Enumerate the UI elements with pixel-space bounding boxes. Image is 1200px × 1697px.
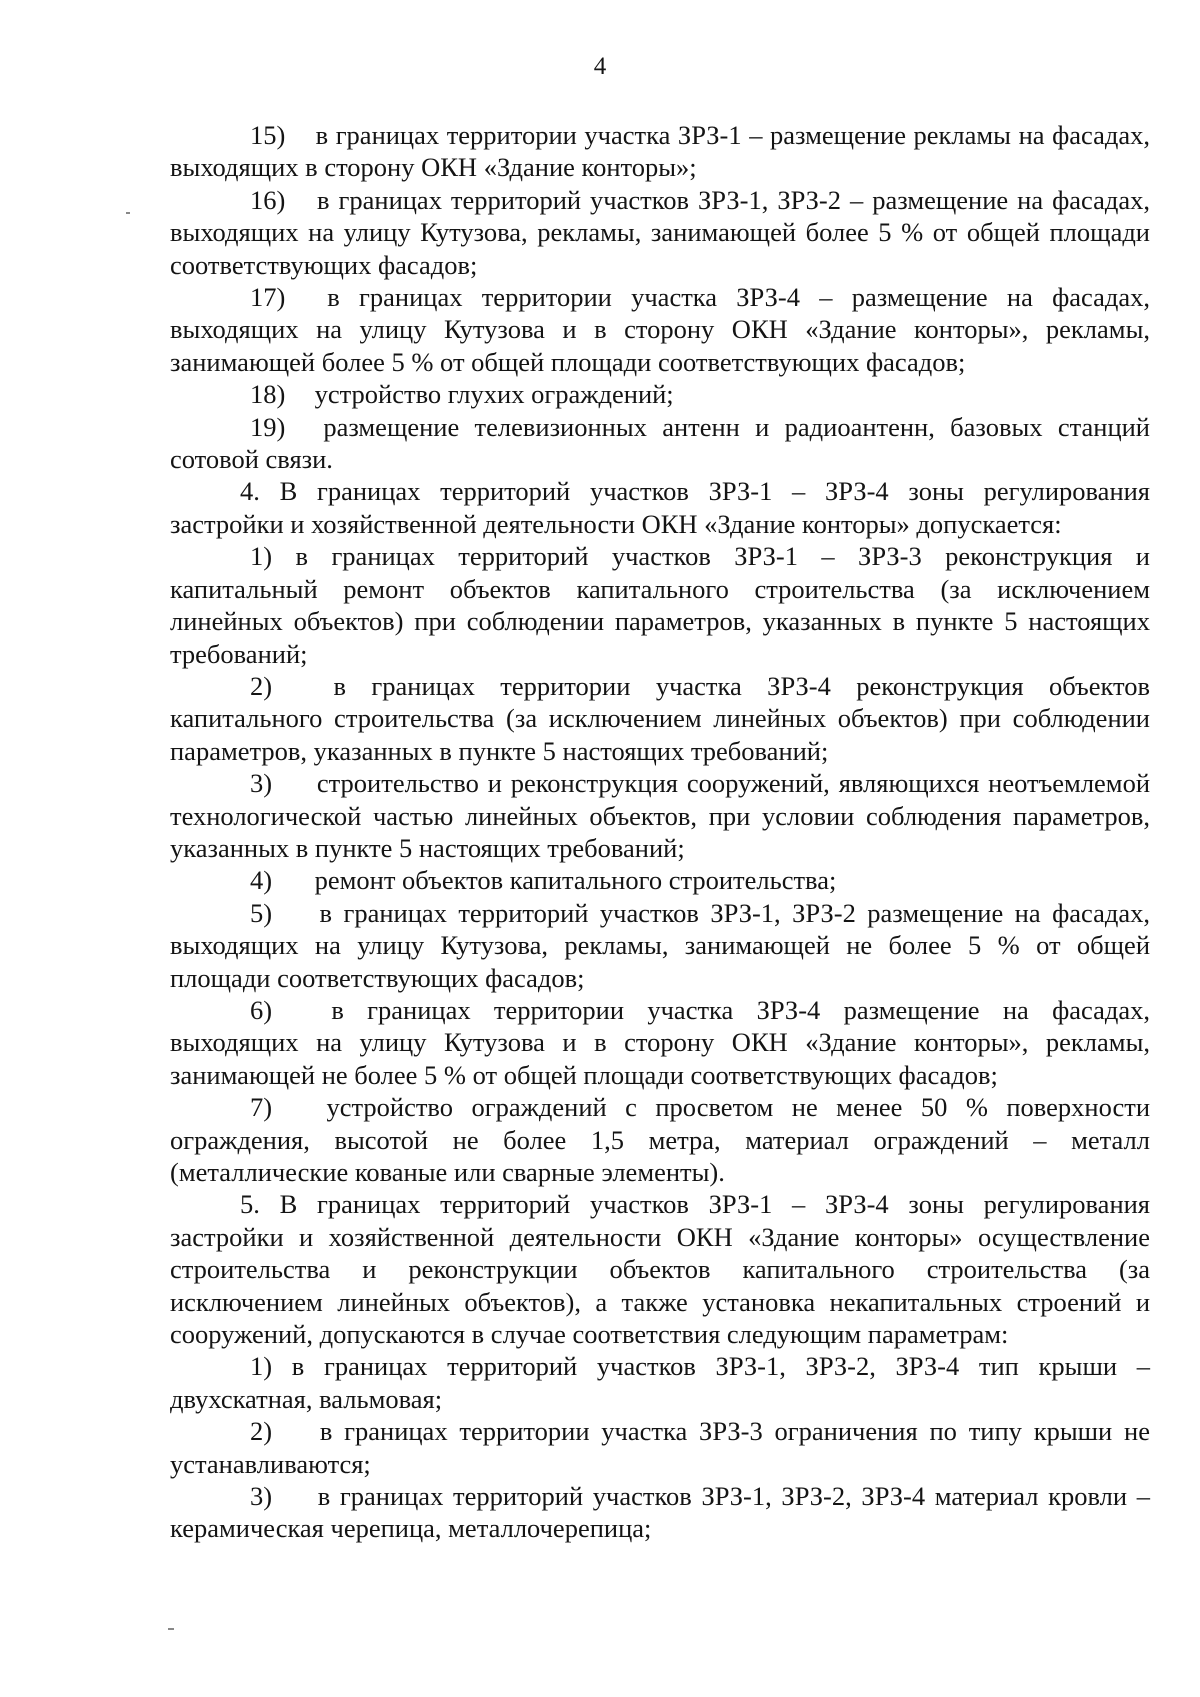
- item-number: 17): [250, 282, 286, 313]
- item-number: 7): [250, 1092, 273, 1123]
- list-item: [170, 119, 1150, 184]
- item-text: строительство и реконструкция сооружений, являющихся неотъемлемой технологической частью линейных объектов, при условии соблюдения параметров, указанных в пункте 5 настоящих требований;: [170, 768, 1151, 863]
- item-number: 18): [250, 379, 286, 410]
- item-number: 6): [250, 994, 273, 1025]
- list-item: [170, 411, 1150, 476]
- item-text: в границах территории участка ЗРЗ-4 размещение на фасадах, выходящих на улицу Кутузова и в сторону ОКН «Здание конторы», рекламы, занимающей не более 5 % от общей площади соответствующих фасадов;: [170, 994, 1151, 1090]
- item-text: в границах территорий участков ЗРЗ-1, ЗРЗ-2, ЗРЗ-4 материал кровли – керамическая черепица, металлочерепица;: [170, 1481, 1150, 1544]
- scan-speck: [126, 212, 130, 214]
- item-number: 16): [250, 184, 286, 215]
- item-text: 1) в границах территорий участков ЗРЗ-1 – ЗРЗ-3 реконструкция и капитальный ремонт объектов капитального строительства (за исключением линейных объектов) при соблюдении параметров, указанных в пункте 5 настоящих требований;: [170, 541, 1150, 669]
- item-number: 15): [250, 120, 286, 150]
- list-item: [170, 378, 1150, 410]
- list-item: [170, 540, 1150, 670]
- scan-speck: [168, 1628, 174, 1630]
- item-number: 3): [250, 768, 273, 799]
- paragraph-text: 5. В границах территорий участков ЗРЗ-1 – ЗРЗ-4 зоны регулирования застройки и хозяйственной деятельности ОКН «Здание конторы» осуществление строительства и реконструкции объектов капитального строительства (за исключением линейных объектов), а также установка некапитальных строений и сооружений, допускаются в случае соответствия следующим параметрам:: [170, 1189, 1150, 1350]
- paragraph-text: 4. В границах территорий участков ЗРЗ-1 – ЗРЗ-4 зоны регулирования застройки и хозяйственной деятельности ОКН «Здание конторы» допускается:: [170, 476, 1150, 539]
- list-item: [170, 864, 1150, 896]
- item-text: в границах территории участка ЗРЗ-4 – размещение на фасадах, выходящих на улицу Кутузова и в сторону ОКН «Здание конторы», рекламы, занимающей более 5 % от общей площади соответствующих фасадов;: [170, 282, 1151, 377]
- item-text: в границах территории участка ЗРЗ-4 реконструкция объектов капитального строительства (за исключением линейных объектов) при соблюдении параметров, указанных в пункте 5 настоящих требований;: [170, 670, 1150, 766]
- list-item: [170, 670, 1150, 767]
- item-number: 2): [250, 670, 273, 701]
- item-number: 3): [250, 1481, 273, 1512]
- page-number: 4: [593, 53, 607, 80]
- item-text: в границах территорий участков ЗРЗ-1, ЗРЗ-2 – размещение на фасадах, выходящих на улицу Кутузова, рекламы, занимающей более 5 % от общей площади соответствующих фасадов;: [170, 184, 1150, 280]
- item-text: устройство глухих ограждений;: [314, 379, 674, 410]
- item-number: 5): [250, 897, 273, 928]
- list-item: [170, 1415, 1150, 1480]
- section-paragraph: [170, 475, 1150, 540]
- item-text: в границах территории участка ЗРЗ-3 ограничения по типу крыши не устанавливаются;: [170, 1416, 1150, 1479]
- item-number: 4): [250, 865, 273, 896]
- section-paragraph: [170, 1188, 1150, 1350]
- item-text: в границах территории участка ЗРЗ-1 – размещение рекламы на фасадах, выходящих в сторону ОКН «Здание конторы»;: [170, 120, 1150, 183]
- list-item: [170, 767, 1150, 864]
- list-item: [170, 1480, 1150, 1545]
- list-item: [170, 897, 1150, 994]
- list-item: [170, 1350, 1150, 1415]
- item-number: 2): [250, 1416, 273, 1447]
- list-item: [170, 1091, 1150, 1188]
- list-item: [170, 281, 1150, 378]
- item-text: размещение телевизионных антенн и радиоантенн, базовых станций сотовой связи.: [170, 411, 1150, 475]
- document-body: [170, 119, 1150, 1545]
- item-number: 19): [250, 411, 286, 442]
- item-text: ремонт объектов капитального строительства;: [314, 865, 837, 896]
- list-item: [170, 184, 1150, 281]
- item-text: в границах территорий участков ЗРЗ-1, ЗРЗ-2 размещение на фасадах, выходящих на улицу Кутузова, рекламы, занимающей не более 5 % от общей площади соответствующих фасадов;: [170, 897, 1150, 993]
- item-text: 1) в границах территорий участков ЗРЗ-1, ЗРЗ-2, ЗРЗ-4 тип крыши – двухскатная, вальмовая;: [170, 1351, 1150, 1414]
- item-text: устройство ограждений с просветом не менее 50 % поверхности ограждения, высотой не более 1,5 метра, материал ограждений – металл (металлические кованые или сварные элементы).: [170, 1092, 1151, 1187]
- list-item: [170, 994, 1150, 1091]
